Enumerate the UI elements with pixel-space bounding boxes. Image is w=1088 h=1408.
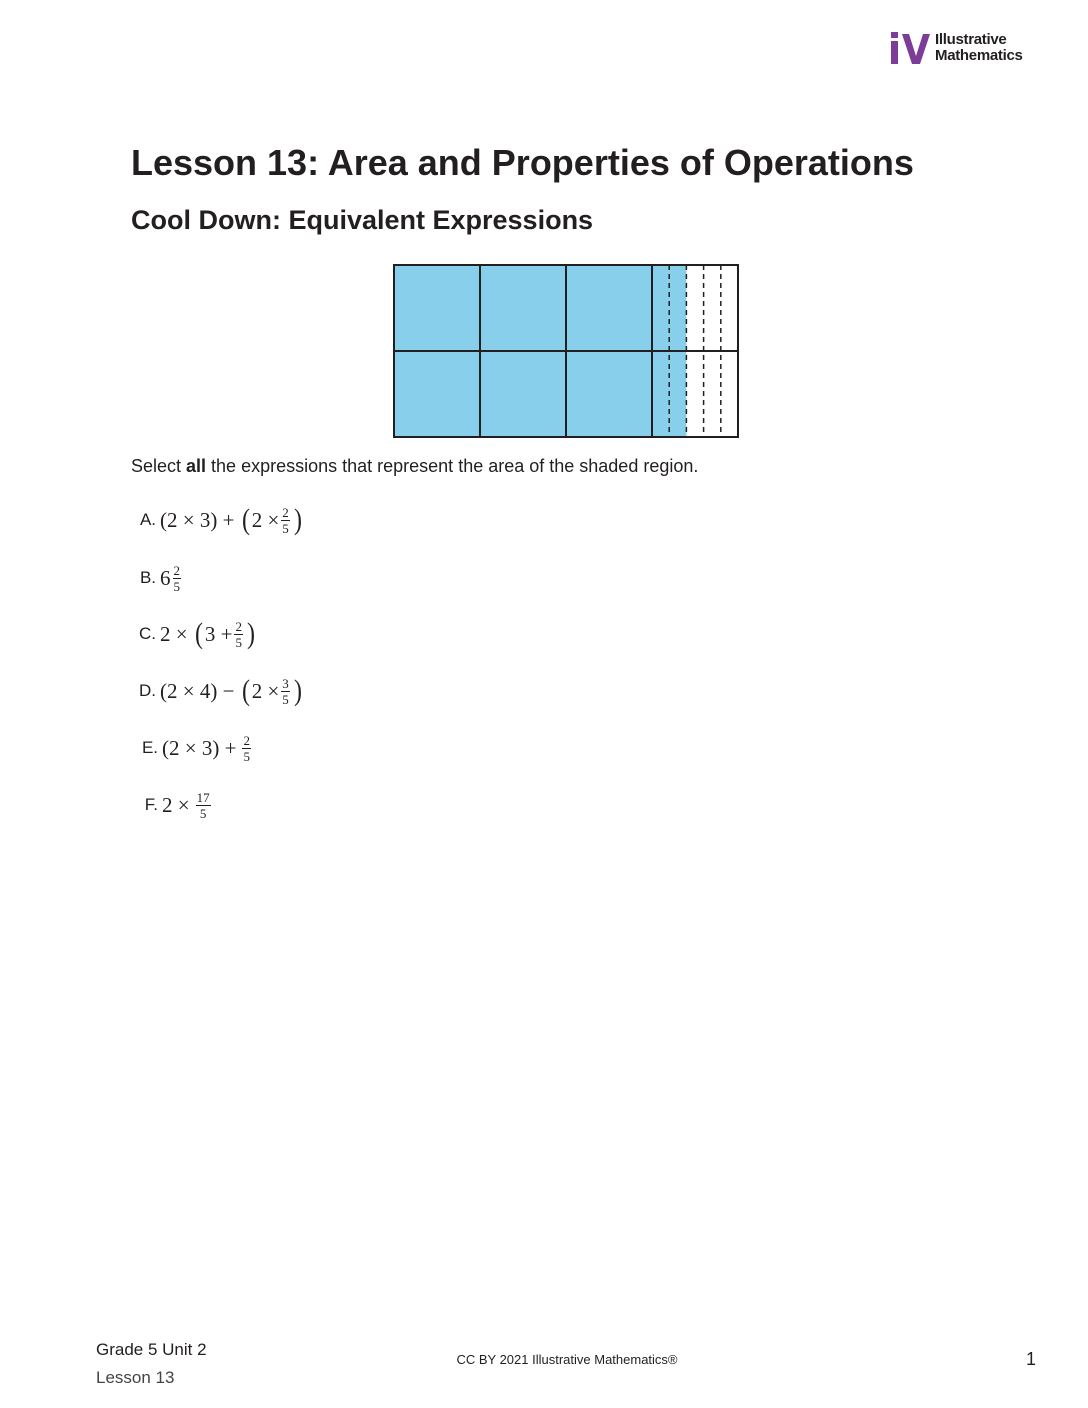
prompt-emphasis: all: [186, 456, 207, 476]
close-paren: ): [293, 503, 302, 536]
mixed-whole: 6: [160, 565, 171, 590]
brand-logo: [889, 32, 1039, 66]
shaded-whole-cell: [394, 351, 480, 437]
prompt-text-end: the expressions that represent the area of the shaded region.: [206, 456, 699, 476]
open-paren: (: [241, 503, 250, 536]
choice-expression: [160, 564, 183, 593]
fraction: [173, 564, 182, 593]
choice-c[interactable]: [132, 612, 257, 656]
footer-copyright: CC BY 2021 Illustrative Mathematics®: [456, 1352, 678, 1367]
choice-b[interactable]: [132, 556, 183, 600]
choice-expression: [162, 791, 213, 820]
page-title: Lesson 13: Area and Properties of Operations: [131, 142, 914, 183]
numerator: 2: [235, 618, 242, 634]
open-paren: (: [241, 674, 250, 707]
choice-expression: [160, 619, 257, 649]
expr-part: 2 ×: [162, 792, 190, 817]
denominator: 5: [243, 748, 250, 764]
numerator: 2: [282, 504, 289, 520]
choice-expression: [162, 734, 253, 763]
shaded-whole-cell: [480, 351, 566, 437]
choice-expression: [160, 505, 304, 535]
choice-letter: E.: [141, 738, 158, 757]
expr-part: 2 ×: [251, 507, 280, 532]
choice-letter: F.: [144, 795, 158, 814]
expr-part: (2 × 3) +: [160, 507, 240, 532]
denominator: 5: [173, 578, 180, 594]
question-prompt: [131, 456, 698, 477]
footer-grade-unit: Grade 5 Unit 2: [96, 1340, 207, 1359]
shaded-whole-cell: [566, 265, 652, 351]
numerator: 3: [282, 675, 289, 691]
numerator: 2: [173, 562, 180, 578]
choice-f[interactable]: [134, 783, 213, 827]
fraction: [196, 791, 211, 820]
brand-line-2: Mathematics: [935, 47, 1023, 64]
denominator: 5: [282, 520, 289, 536]
close-paren: ): [246, 617, 255, 650]
section-subtitle: Cool Down: Equivalent Expressions: [131, 205, 594, 235]
fraction: [281, 677, 290, 706]
close-paren: ): [293, 674, 302, 707]
choice-letter: A.: [139, 510, 156, 529]
numerator: 17: [196, 789, 210, 805]
expr-part: 2 ×: [251, 678, 280, 703]
choice-letter: C.: [139, 624, 156, 643]
denominator: 5: [235, 634, 242, 650]
choice-letter: D.: [139, 681, 156, 700]
fraction: [242, 734, 251, 763]
expr-part: 2 ×: [160, 621, 193, 646]
brand-line-1: Illustrative: [935, 31, 1007, 48]
choice-letter: B.: [139, 568, 156, 587]
brand-name: [935, 32, 1023, 64]
page-number: 1: [1025, 1349, 1036, 1369]
open-paren: (: [194, 617, 203, 650]
shaded-whole-cell: [394, 265, 480, 351]
expr-part: (2 × 4) −: [160, 678, 240, 703]
fraction: [234, 620, 243, 649]
choice-expression: [160, 676, 304, 706]
footer-lesson: Lesson 13: [96, 1368, 175, 1387]
choice-e[interactable]: [134, 726, 253, 770]
denominator: 5: [199, 805, 207, 821]
numerator: 2: [243, 732, 250, 748]
prompt-text-start: Select: [131, 456, 187, 476]
expr-part: 3 +: [204, 621, 233, 646]
expr-part: (2 × 3) +: [162, 735, 237, 760]
denominator: 5: [282, 691, 289, 707]
fraction: [281, 506, 290, 535]
choice-d[interactable]: [132, 669, 304, 713]
choice-a[interactable]: [132, 498, 304, 542]
shaded-whole-cell: [480, 265, 566, 351]
shaded-whole-cell: [566, 351, 652, 437]
im-logo-icon: [889, 32, 931, 66]
area-model-diagram: [393, 264, 741, 440]
